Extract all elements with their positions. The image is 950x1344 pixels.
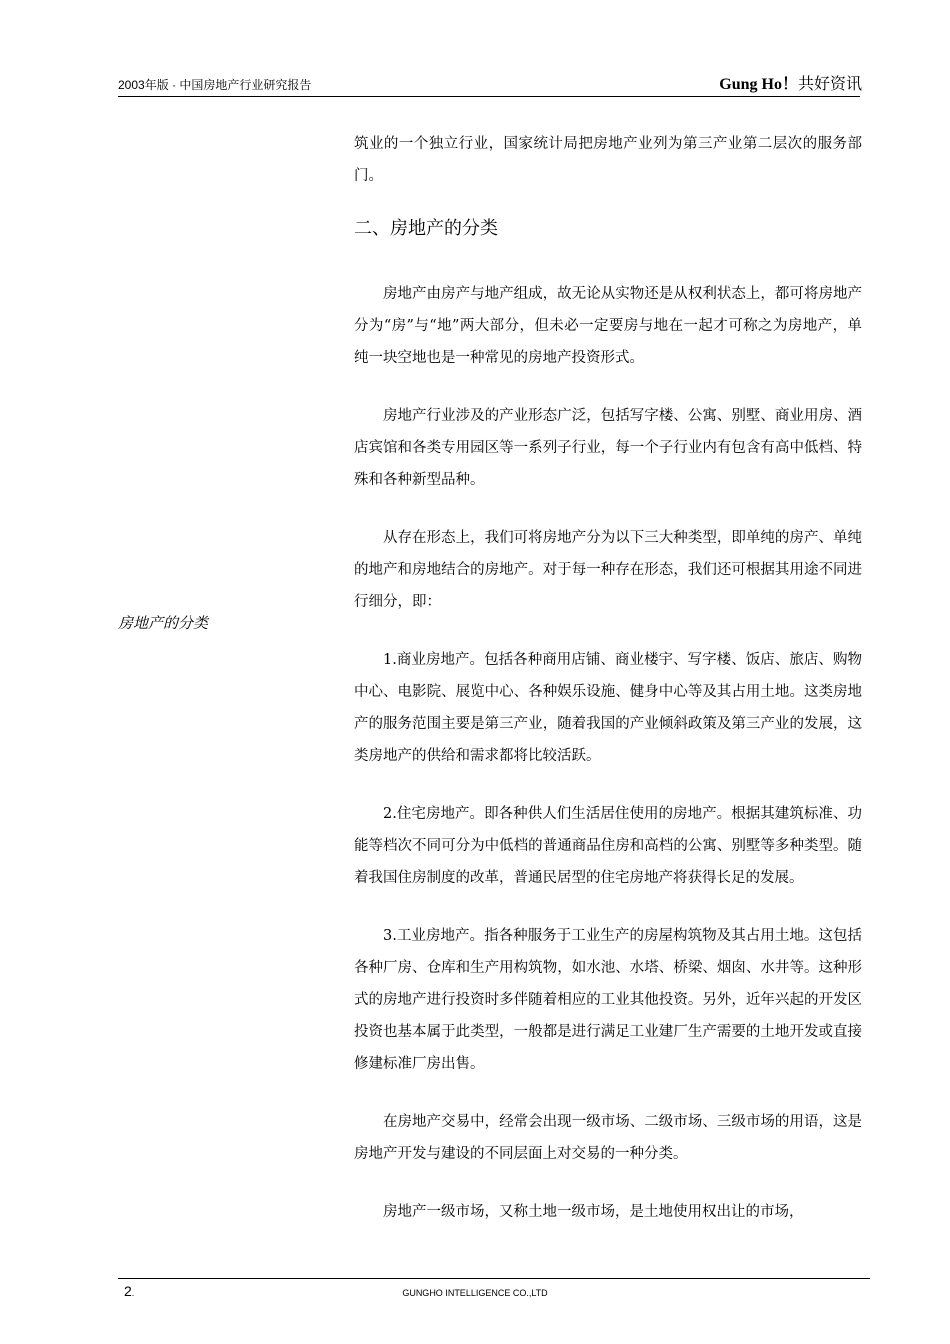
section-heading: 二、房地产的分类: [354, 218, 498, 239]
paragraph: 在房地产交易中，经常会出现一级市场、二级市场、三级市场的用语，这是房地产开发与建设的不同层面上对交易的一种分类。: [354, 1114, 862, 1162]
header-divider: [118, 96, 860, 97]
paragraph: 房地产行业涉及的产业形态广泛，包括写字楼、公寓、别墅、商业用房、酒店宾馆和各类专用园区等一系列子行业，每一个子行业内有包含有高中低档、特殊和各种新型品种。: [354, 408, 862, 488]
body-text: [354, 128, 862, 1254]
running-header-title: 2003年版 · 中国房地产行业研究报告: [118, 78, 312, 92]
page-number-value: 2: [124, 1283, 132, 1299]
paragraph: 2.住宅房地产。即各种供人们生活居住使用的房地产。根据其建筑标准、功能等档次不同可分为中低档的普通商品住房和高档的公寓、别墅等多种类型。随着我国住房制度的改革，普通民居型的住宅房地产将获得长足的发展。: [354, 806, 862, 886]
paragraph: 房地产一级市场，又称土地一级市场，是土地使用权出让的市场，: [383, 1204, 804, 1220]
page-number-dot: .: [131, 1288, 135, 1298]
paragraph: 3.工业房地产。指各种服务于工业生产的房屋构筑物及其占用土地。这包括各种厂房、仓库和生产用构筑物，如水池、水塔、桥梁、烟囱、水井等。这种形式的房地产进行投资时多伴随着相应的工业其他投资。另外，近年兴起的开发区投资也基本属于此类型，一般都是进行满足工业建厂生产需要的土地开发或直接修建标准厂房出售。: [354, 928, 862, 1072]
intro-paragraph: 筑业的一个独立行业，国家统计局把房地产业列为第三产业第二层次的服务部门。: [354, 136, 862, 184]
brand-name: Gung Ho！: [719, 76, 798, 93]
brand-name-cn: 共好资讯: [797, 74, 862, 93]
brand-header: [719, 73, 862, 96]
margin-note: 房地产的分类: [118, 614, 209, 632]
footer-company: GUNGHO INTELLIGENCE CO.,LTD: [402, 1288, 548, 1298]
paragraph: 1.商业房地产。包括各种商用店铺、商业楼宇、写字楼、饭店、旅店、购物中心、电影院、展览中心、各种娱乐设施、健身中心等及其占用土地。这类房地产的服务范围主要是第三产业，随着我国的产业倾斜政策及第三产业的发展，这类房地产的供给和需求都将比较活跃。: [354, 652, 862, 764]
paragraph: 从存在形态上，我们可将房地产分为以下三大种类型，即单纯的房产、单纯的地产和房地结合的房地产。对于每一种存在形态，我们还可根据其用途不同进行细分，即：: [354, 530, 862, 610]
paragraph: 房地产由房产与地产组成，故无论从实物还是从权利状态上，都可将房地产分为“房”与“地”两大部分，但未必一定要房与地在一起才可称之为房地产，单纯一块空地也是一种常见的房地产投资形式。: [354, 286, 862, 366]
footer-divider: [118, 1278, 870, 1279]
